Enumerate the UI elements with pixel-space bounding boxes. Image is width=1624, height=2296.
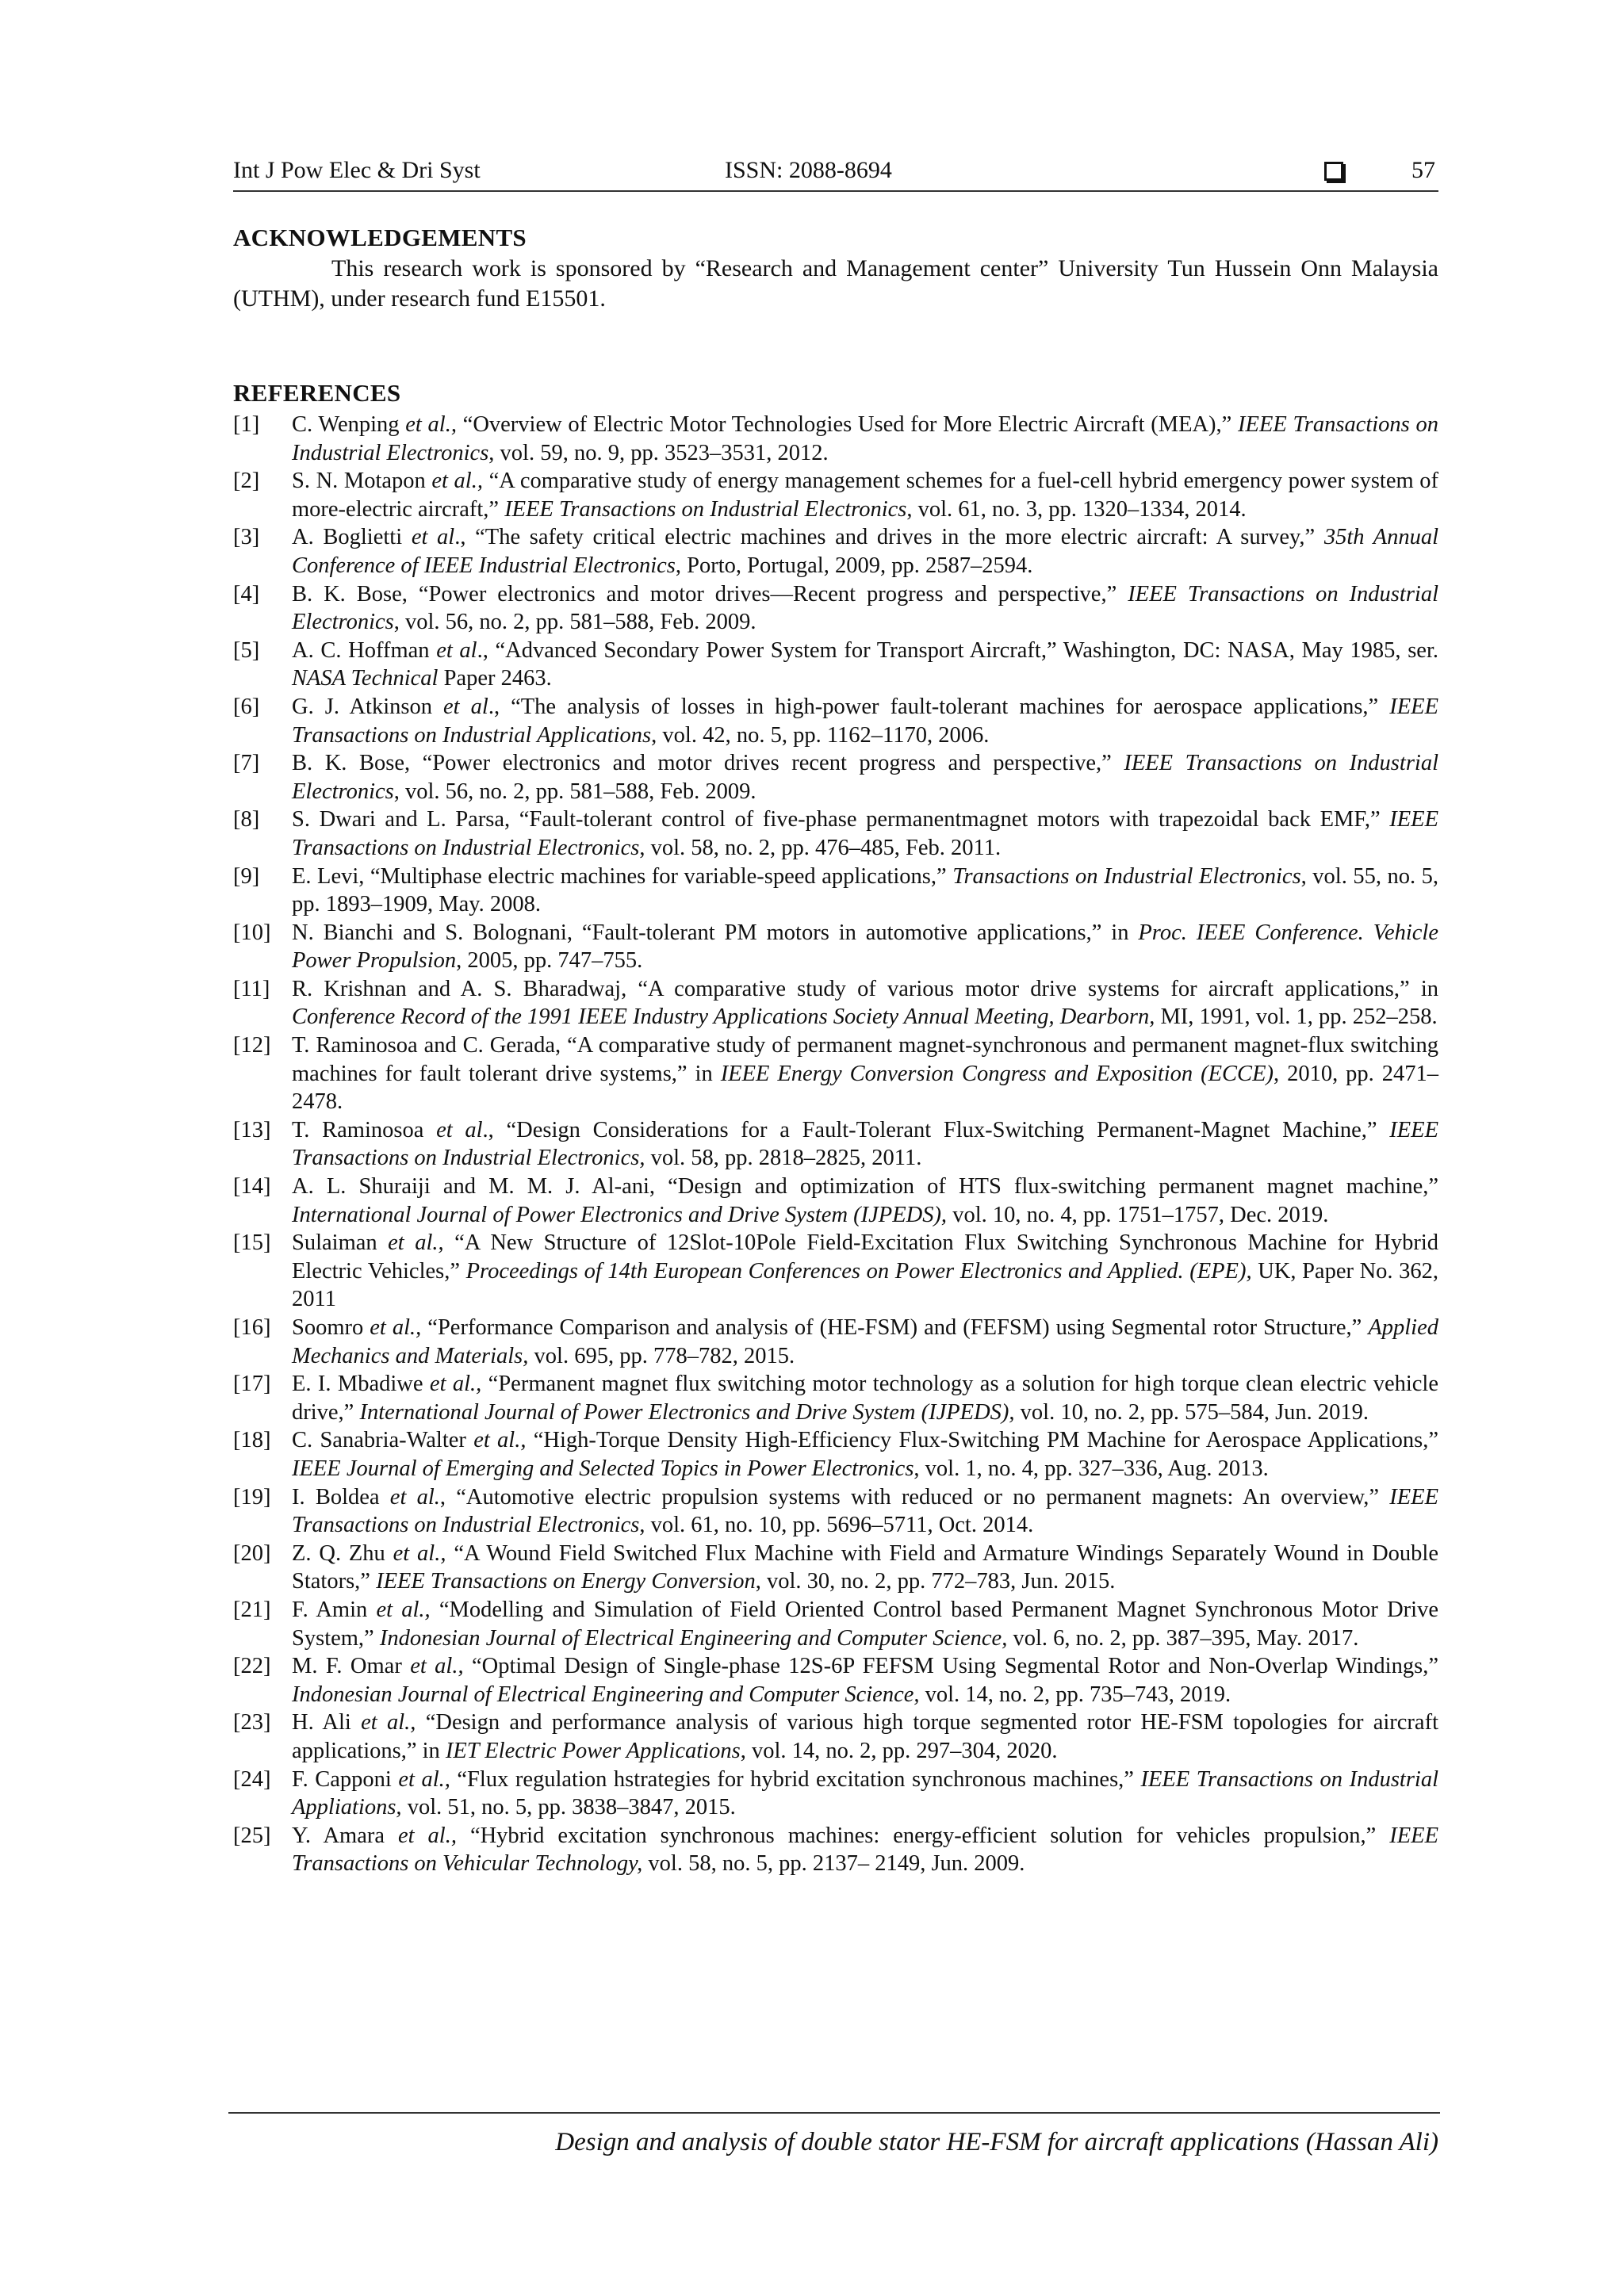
reference-segment: S. N. Motapon <box>292 469 432 494</box>
reference-italic-segment: Conference Record of the 1991 IEEE Industry Applications Society Annual Meeting, Dearborn, <box>292 1004 1155 1030</box>
reference-segment: M. F. Omar <box>292 1654 411 1679</box>
reference-segment: “Overview of Electric Motor Technologies Used for More Electric Aircraft (MEA),” <box>456 412 1239 437</box>
reference-segment: ., “The analysis of losses in high-power fault-tolerant machines for aerospace applications,” <box>488 694 1390 719</box>
reference-italic-segment: IET Electric Power Applications <box>445 1738 741 1763</box>
reference-item <box>233 749 1438 806</box>
reference-italic-segment: IEEE Transactions on Industrial Appliations, <box>292 1766 1439 1820</box>
reference-text <box>292 751 1438 804</box>
reference-segment: , vol. 61, no. 3, pp. 1320–1334, 2014. <box>906 496 1247 522</box>
reference-segment: Paper 2463. <box>438 666 552 691</box>
reference-text <box>292 1598 1438 1651</box>
reference-item <box>233 919 1438 975</box>
issn-label: ISSN: 2088-8694 <box>725 157 892 183</box>
reference-number: [25] <box>233 1823 271 1848</box>
reference-italic-segment: et al., <box>431 469 483 494</box>
reference-segment: Sulaiman <box>292 1230 389 1256</box>
reference-segment: “Hybrid excitation synchronous machines: energy-efficient solution for vehicles propulsion,” <box>456 1823 1390 1848</box>
reference-italic-segment: IEEE Transactions on Industrial Electronics <box>292 751 1438 804</box>
reference-number: [3] <box>233 525 260 550</box>
reference-text <box>292 582 1438 635</box>
reference-segment: E. I. Mbadiwe <box>292 1372 430 1397</box>
reference-text <box>292 695 1438 748</box>
reference-number: [23] <box>233 1710 271 1735</box>
reference-italic-segment: et al., <box>405 412 457 437</box>
reference-item <box>233 1229 1438 1314</box>
reference-text <box>292 1485 1438 1538</box>
reference-item <box>233 1540 1438 1596</box>
reference-number: [17] <box>233 1372 271 1397</box>
reference-italic-segment: et al. <box>389 1484 440 1510</box>
reference-text <box>292 1767 1438 1820</box>
reference-segment: “Performance Comparison and analysis of (HE-FSM) and (FEFSM) using Segmental rotor Structure,” <box>421 1315 1369 1340</box>
footer-divider <box>228 2112 1440 2114</box>
reference-text <box>292 1174 1438 1227</box>
reference-number: [8] <box>233 807 260 832</box>
reference-segment: “Modelling and Simulation of Field Oriented Control based Permanent Magnet Synchronous Motor Drive System,” <box>292 1597 1438 1651</box>
reference-segment: UK, Paper No. 362, 2011 <box>292 1258 1439 1312</box>
reference-item <box>233 523 1438 580</box>
reference-text <box>292 920 1438 974</box>
reference-segment: MI, 1991, vol. 1, pp. 252–258. <box>1155 1004 1438 1030</box>
reference-italic-segment: IEEE Transactions on Industrial Electronics <box>504 496 907 522</box>
reference-italic-segment: et al., <box>473 1428 527 1453</box>
reference-italic-segment: IEEE Transactions on Industrial Electronics <box>292 1484 1438 1538</box>
reference-segment: T. Raminosoa and C. Gerada, “A comparative study of permanent magnet-synchronous and permanent magnet-flux switching machines for fault tolerant drive systems,” in <box>292 1033 1438 1086</box>
reference-segment: Z. Q. Zhu <box>292 1540 393 1566</box>
reference-segment: A. L. Shuraiji and M. M. J. Al-ani, “Design and optimization of HTS flux-switching permanent magnet machine,” <box>292 1174 1438 1200</box>
page-number: 57 <box>1411 157 1435 183</box>
reference-segment: G. J. Atkinson <box>292 694 444 719</box>
journal-abbrev: Int J Pow Elec & Dri Syst <box>233 157 481 183</box>
reference-segment: F. Capponi <box>292 1766 399 1792</box>
reference-italic-segment: et al., <box>370 1315 422 1340</box>
reference-segment: “Design and performance analysis of various high torque segmented rotor HE-FSM topologies for aircraft applications,” in <box>292 1710 1438 1763</box>
reference-item <box>233 1596 1438 1652</box>
reference-italic-segment: International Journal of Power Electronics and Drive System (IJPEDS), <box>292 1202 948 1227</box>
running-header <box>233 155 1438 192</box>
reference-text <box>292 1428 1438 1481</box>
reference-item <box>233 467 1438 523</box>
reference-segment: E. Levi, “Multiphase electric machines for variable-speed applications,” <box>292 863 953 889</box>
reference-segment: “Permanent magnet flux switching motor technology as a solution for high torque clean electric vehicle drive,” <box>292 1372 1438 1425</box>
reference-item <box>233 693 1438 749</box>
reference-item <box>233 1766 1438 1822</box>
reference-italic-segment: et al., <box>410 1654 464 1679</box>
reference-text <box>292 412 1438 465</box>
references-heading: REFERENCES <box>233 379 401 407</box>
reference-number: [19] <box>233 1484 271 1510</box>
reference-segment: , vol. 14, no. 2, pp. 297–304, 2020. <box>740 1738 1058 1763</box>
reference-segment: N. Bianchi and S. Bolognani, “Fault-tolerant PM motors in automotive applications,” in <box>292 920 1139 945</box>
reference-segment: vol. 58, pp. 2818–2825, 2011. <box>645 1146 922 1171</box>
reference-segment: “Flux regulation hstrategies for hybrid excitation synchronous machines,” <box>450 1766 1141 1792</box>
reference-segment: , “Automotive electric propulsion systems with reduced or no permanent magnets: An overview,” <box>439 1484 1390 1510</box>
reference-segment: vol. 695, pp. 778–782, 2015. <box>528 1343 795 1368</box>
reference-item <box>233 1173 1438 1229</box>
reference-item <box>233 1483 1438 1540</box>
reference-segment: , 2010, pp. 2471–2478. <box>292 1061 1439 1115</box>
reference-segment: “A New Structure of 12Slot-10Pole Field-Excitation Flux Switching Synchronous Machine for Hybrid Electric Vehicles,” <box>292 1230 1438 1284</box>
reference-segment: vol. 14, no. 2, pp. 735–743, 2019. <box>919 1682 1231 1707</box>
reference-segment: vol. 6, no. 2, pp. 387–395, May. 2017. <box>1007 1625 1359 1651</box>
reference-italic-segment: et al., <box>429 1372 482 1397</box>
reference-number: [16] <box>233 1315 271 1340</box>
reference-segment: Y. Amara <box>292 1823 398 1848</box>
reference-segment: , vol. 55, no. 5, pp. 1893–1909, May. 2008. <box>292 863 1438 917</box>
reference-text <box>292 1230 1438 1311</box>
reference-segment: “A Wound Field Switched Flux Machine with Field and Armature Windings Separately Wound in Double Stators,” <box>292 1540 1438 1594</box>
reference-segment: vol. 10, no. 4, pp. 1751–1757, Dec. 2019. <box>947 1202 1329 1227</box>
reference-item <box>233 806 1438 862</box>
reference-segment: B. K. Bose, “Power electronics and motor drives recent progress and perspective,” <box>292 751 1124 776</box>
reference-segment: , 2005, pp. 747–755. <box>456 948 643 974</box>
reference-italic-segment: et al., <box>393 1540 446 1566</box>
reference-item <box>233 637 1438 693</box>
reference-segment: ., “Design Considerations for a Fault-Tolerant Flux-Switching Permanent-Magnet Machine,” <box>482 1117 1390 1142</box>
reference-segment: “High-Torque Density High-Efficiency Flux-Switching PM Machine for Aerospace Applications,” <box>526 1428 1438 1453</box>
reference-item <box>233 1370 1438 1426</box>
reference-segment: A. C. Hoffman <box>292 637 437 663</box>
reference-segment: , vol. 1, no. 4, pp. 327–336, Aug. 2013. <box>914 1456 1269 1481</box>
reference-italic-segment: Transactions on Industrial Electronics <box>952 863 1301 889</box>
reference-segment: Soomro <box>292 1315 370 1340</box>
reference-text <box>292 1654 1438 1707</box>
reference-italic-segment: IEEE Transactions on Energy Conversion <box>376 1569 756 1594</box>
reference-segment: vol. 51, no. 5, pp. 3838–3847, 2015. <box>401 1795 736 1820</box>
reference-segment: , vol. 42, no. 5, pp. 1162–1170, 2006. <box>651 722 990 748</box>
reference-segment: C. Wenping <box>292 412 406 437</box>
reference-segment: , vol. 30, no. 2, pp. 772–783, Jun. 2015. <box>755 1569 1116 1594</box>
reference-italic-segment: Proc. IEEE Conference. Vehicle Power Propulsion <box>292 920 1438 974</box>
reference-italic-segment: IEEE Transactions on Vehicular Technology, <box>292 1823 1438 1877</box>
reference-italic-segment: Applied Mechanics and Materials, <box>292 1315 1438 1368</box>
reference-number: [14] <box>233 1174 271 1200</box>
reference-segment: S. Dwari and L. Parsa, “Fault-tolerant control of five-phase permanentmagnet motors with trapezoidal back EMF,” <box>292 807 1390 832</box>
reference-text <box>292 1710 1438 1763</box>
reference-item <box>233 1314 1438 1370</box>
reference-segment: A. Boglietti <box>292 525 412 550</box>
reference-segment: vol. 10, no. 2, pp. 575–584, Jun. 2019. <box>1014 1399 1369 1425</box>
reference-number: [6] <box>233 694 260 719</box>
reference-item <box>233 1116 1438 1173</box>
reference-number: [5] <box>233 637 260 663</box>
reference-number: [10] <box>233 920 271 945</box>
reference-item <box>233 863 1438 919</box>
reference-segment: “A comparative study of energy management schemes for a fuel-cell hybrid emergency power system of more-electric aircraft,” <box>292 469 1438 522</box>
reference-item <box>233 1709 1438 1765</box>
reference-item <box>233 1031 1438 1116</box>
reference-item <box>233 1822 1438 1878</box>
reference-italic-segment: et al., <box>398 1766 450 1792</box>
reference-italic-segment: IEEE Transactions on Industrial Applications <box>292 694 1438 748</box>
reference-segment: , vol. 59, no. 9, pp. 3523–3531, 2012. <box>488 440 829 465</box>
reference-number: [18] <box>233 1428 271 1453</box>
reference-text <box>292 1033 1438 1114</box>
reference-number: [4] <box>233 581 260 607</box>
reference-number: [1] <box>233 412 260 437</box>
reference-italic-segment: Proceedings of 14th European Conferences on Power Electronics and Applied. (EPE), <box>465 1258 1252 1284</box>
reference-text <box>292 807 1438 860</box>
reference-item <box>233 1426 1438 1483</box>
reference-segment: F. Amin <box>292 1597 377 1622</box>
reference-italic-segment: IEEE Transactions on Industrial Electronics <box>292 412 1438 465</box>
reference-segment: , vol. 56, no. 2, pp. 581–588, Feb. 2009. <box>393 610 756 635</box>
reference-italic-segment: 35th Annual Conference of IEEE Industrial Electronics <box>292 525 1439 578</box>
reference-segment: , vol. 58, no. 2, pp. 476–485, Feb. 2011. <box>639 835 1002 860</box>
reference-segment: “Optimal Design of Single-phase 12S-6P FEFSM Using Segmental Rotor and Non-Overlap Windings,” <box>463 1654 1438 1679</box>
reference-segment: I. Boldea <box>292 1484 390 1510</box>
reference-number: [9] <box>233 863 260 889</box>
reference-item <box>233 580 1438 637</box>
reference-text <box>292 638 1438 691</box>
reference-italic-segment: et al., <box>388 1230 444 1256</box>
reference-italic-segment: et al <box>436 1117 483 1142</box>
reference-list <box>233 411 1438 1878</box>
reference-number: [21] <box>233 1597 271 1622</box>
reference-number: [22] <box>233 1654 271 1679</box>
reference-italic-segment: Indonesian Journal of Electrical Engineering and Computer Science, <box>292 1682 920 1707</box>
reference-number: [2] <box>233 469 260 494</box>
reference-italic-segment: et al., <box>376 1597 431 1622</box>
reference-segment: R. Krishnan and A. S. Bharadwaj, “A comparative study of various motor drive systems for aircraft applications,” in <box>292 976 1438 1001</box>
reference-italic-segment: et al., <box>361 1710 416 1735</box>
reference-number: [24] <box>233 1766 271 1792</box>
reference-item <box>233 1652 1438 1709</box>
running-footer: Design and analysis of double stator HE-FSM for aircraft applications (Hassan Ali) <box>555 2128 1438 2156</box>
reference-segment: H. Ali <box>292 1710 362 1735</box>
reference-italic-segment: IEEE Transactions on Industrial Electronics <box>292 807 1438 860</box>
reference-segment: T. Raminosoa <box>292 1117 437 1142</box>
reference-number: [7] <box>233 751 260 776</box>
reference-text <box>292 1372 1438 1425</box>
reference-number: [15] <box>233 1230 271 1256</box>
reference-italic-segment: et al., <box>397 1823 457 1848</box>
reference-segment: C. Sanabria-Walter <box>292 1428 474 1453</box>
reference-text <box>292 864 1438 917</box>
reference-item <box>233 411 1438 467</box>
reference-item <box>233 975 1438 1031</box>
reference-segment: , vol. 61, no. 10, pp. 5696–5711, Oct. 2014. <box>639 1513 1034 1538</box>
reference-text <box>292 1315 1438 1368</box>
reference-text <box>292 469 1438 522</box>
reference-number: [11] <box>233 976 270 1001</box>
reference-italic-segment: et al <box>443 694 488 719</box>
reference-number: [12] <box>233 1033 271 1058</box>
reference-segment: B. K. Bose, “Power electronics and motor drives—Recent progress and perspective,” <box>292 581 1128 607</box>
reference-segment: ., “Advanced Secondary Power System for Transport Aircraft,” Washington, DC: NASA, May 1985, ser. <box>477 637 1438 663</box>
reference-italic-segment: IEEE Journal of Emerging and Selected Topics in Power Electronics <box>292 1456 914 1481</box>
reference-segment: ., “The safety critical electric machines and drives in the more electric aircraft: A survey,” <box>454 525 1324 550</box>
reference-segment: vol. 58, no. 5, pp. 2137– 2149, Jun. 2009. <box>642 1851 1025 1877</box>
reference-italic-segment: et al <box>411 525 455 550</box>
square-box-icon <box>1324 162 1343 181</box>
reference-text <box>292 1823 1438 1877</box>
acknowledgements-text: This research work is sponsored by “Research and Management center” University Tun Hussein Onn Malaysia (UTHM), under research fund E15501. <box>233 255 1438 312</box>
reference-text <box>292 1118 1438 1171</box>
reference-text <box>292 525 1438 578</box>
reference-italic-segment: International Journal of Power Electronics and Drive System (IJPEDS), <box>359 1399 1015 1425</box>
reference-italic-segment: et al <box>436 637 477 663</box>
reference-number: [20] <box>233 1540 271 1566</box>
reference-italic-segment: Indonesian Journal of Electrical Engineering and Computer Science, <box>379 1625 1008 1651</box>
acknowledgements-heading: ACKNOWLEDGEMENTS <box>233 224 527 251</box>
reference-italic-segment: IEEE Energy Conversion Congress and Exposition (ECCE) <box>720 1061 1274 1086</box>
reference-italic-segment: IEEE Transactions on Industrial Electronics <box>292 581 1438 635</box>
reference-segment: , Porto, Portugal, 2009, pp. 2587–2594. <box>675 553 1033 578</box>
reference-text <box>292 977 1438 1030</box>
reference-number: [13] <box>233 1117 271 1142</box>
reference-text <box>292 1541 1438 1594</box>
reference-segment: , vol. 56, no. 2, pp. 581–588, Feb. 2009. <box>393 779 756 804</box>
reference-italic-segment: IEEE Transactions on Industrial Electronics, <box>292 1117 1438 1171</box>
reference-italic-segment: NASA Technical <box>292 666 439 691</box>
